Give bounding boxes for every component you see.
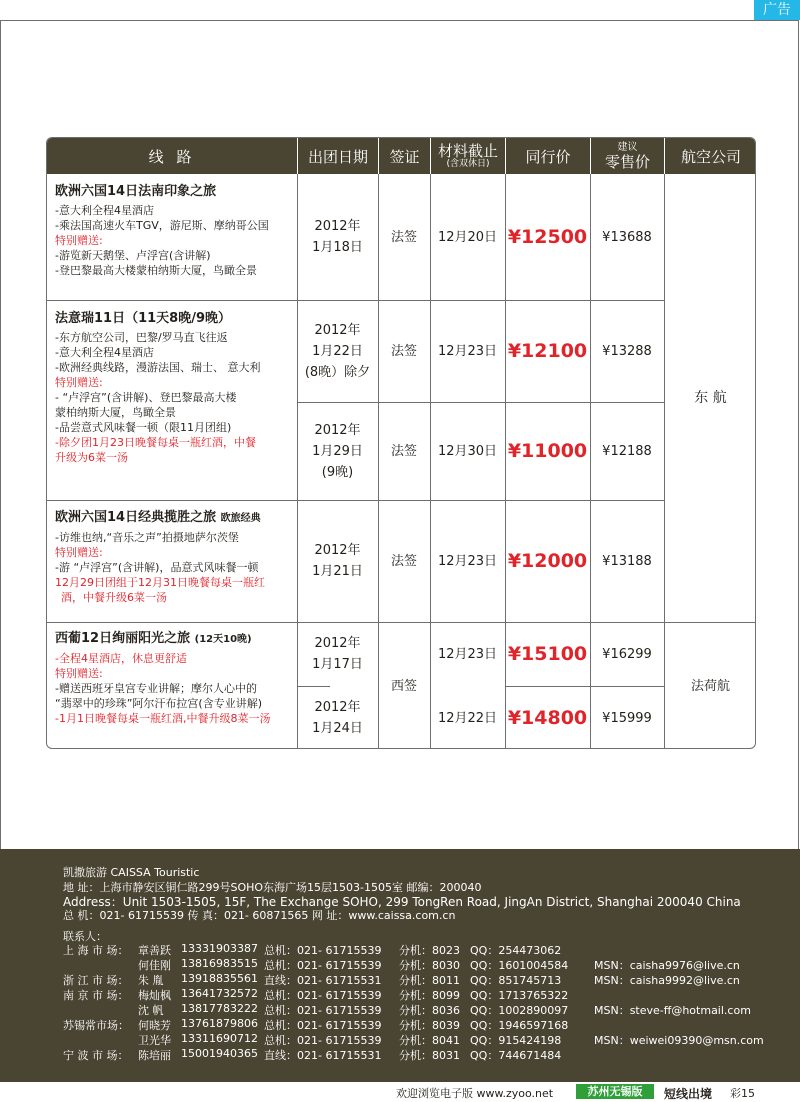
contact-main-line: 直线：021- 61715531 [264, 1049, 382, 1062]
contact-market: 浙 江 市 场： [63, 974, 129, 987]
material-deadline: 12月23日 [437, 646, 498, 662]
header-route: 线 路 [148, 147, 196, 166]
contact-market: 宁 波 市 场： [63, 1049, 129, 1062]
contact-market: 苏锡常市场： [63, 1019, 129, 1032]
header-retail-main: 零售价 [604, 153, 650, 171]
route-line-highlight: 酒，中餐升级6菜一汤 [61, 591, 167, 604]
contact-main-line: 总机：021- 61715539 [264, 1034, 382, 1047]
contact-qq: QQ：744671484 [470, 1049, 562, 1062]
route-line-highlight: 12月29日团组于12月31日晚餐每桌一瓶红 [55, 576, 265, 589]
contact-qq: QQ：1713765322 [470, 989, 569, 1002]
address-cn: 地 址：上海市静安区铜仁路299号SOHO东海广场15层1503-1505室 邮编：200040 [63, 881, 482, 894]
contact-main-line: 总机：021- 61715539 [264, 1019, 382, 1032]
route-line: -东方航空公司，巴黎/罗马直飞往返 [55, 331, 228, 344]
retail-price: ¥13688 [602, 229, 652, 245]
header-peer-price: 同行价 [505, 138, 590, 174]
contact-name: 何佳刚 [138, 959, 171, 972]
departure-date: 2012年 1月18日 [312, 219, 363, 255]
contact-extension: 分机：8023 [399, 944, 460, 957]
contact-name: 梅灿枫 [138, 989, 171, 1002]
route-line-highlight: 特别赠送: [55, 546, 103, 559]
contact-name: 何晓芳 [138, 1019, 171, 1032]
contact-mobile: 13918835561 [181, 972, 258, 985]
route-line-highlight: 升级为6菜一汤 [55, 451, 128, 464]
header-retail-price [590, 138, 664, 174]
page-number: 彩15 [730, 1087, 755, 1100]
contact-name: 朱 胤 [138, 974, 164, 987]
departure-date: 2012年 1月21日 [312, 543, 363, 579]
route-line: -欧洲经典线路，漫游法国、瑞士、 意大利 [55, 361, 261, 374]
header-date: 出团日期 [297, 138, 378, 174]
table-header [47, 138, 756, 174]
route-line: -赠送西班牙皇宫专业讲解；摩尔人心中的 [55, 682, 257, 695]
contact-mobile: 13311690712 [181, 1032, 258, 1045]
phone-line: 总 机：021- 61715539 传 真：021- 60871565 网 址：www.caissa.com.cn [63, 909, 456, 922]
route-line: -游览新天鹅堡、卢浮宫(含讲解) [55, 249, 211, 262]
route-line: -品尝意式风味餐一顿（限11月团组) [55, 421, 232, 434]
contact-extension: 分机：8041 [399, 1034, 460, 1047]
departure-date: 2012年 1月17日 [312, 636, 363, 672]
airline-af-klm: 法荷航 [690, 678, 730, 694]
visa-type: 西签 [390, 678, 417, 694]
contact-qq: QQ：1601004584 [470, 959, 569, 972]
retail-price: ¥13288 [602, 343, 652, 359]
company-name: 凯撒旅游 CAISSA Touristic [63, 866, 200, 879]
material-deadline: 12月23日 [437, 553, 498, 569]
visa-type: 法签 [390, 229, 417, 245]
contact-extension: 分机：8011 [399, 974, 460, 987]
visa-type: 法签 [390, 553, 417, 569]
route-block [55, 181, 293, 278]
route-line: “翡翠中的珍珠”阿尔汗布拉宫(含专业讲解) [55, 697, 262, 710]
contact-msn: MSN：caisha9976@live.cn [594, 959, 740, 972]
peer-price: ¥12500 [507, 225, 588, 248]
route-line: -访维也纳,“音乐之声”拍摄地萨尔茨堡 [55, 531, 239, 544]
route-line: - “卢浮宫”(含讲解)、登巴黎最高大楼 [55, 391, 237, 404]
address-en: Address：Unit 1503-1505, 15F, The Exchange SOHO, 299 TongRen Road, JingAn District, Shanghai 200040 China [63, 895, 741, 909]
route-line: -游 “卢浮宫”(含讲解)，品意式风味餐一顿 [55, 561, 259, 574]
route-line: -乘法国高速火车TGV，游尼斯、摩纳哥公国 [55, 219, 269, 232]
route-title [55, 628, 297, 651]
retail-price: ¥13188 [602, 553, 652, 569]
retail-price: ¥15999 [602, 710, 652, 726]
contact-name: 卫光华 [138, 1034, 171, 1047]
contact-mobile: 15001940365 [181, 1047, 258, 1060]
route-line-highlight: 特别赠送: [55, 234, 103, 247]
peer-price: ¥14800 [507, 706, 588, 729]
route-title [55, 507, 297, 530]
route-title-main: 欧洲六国14日经典揽胜之旅 [55, 510, 217, 525]
contact-mobile: 13331903387 [181, 942, 258, 955]
route-block [55, 628, 297, 726]
route-line-highlight: -1月1日晚餐每桌一瓶红酒,中餐升级8菜一汤 [55, 712, 271, 725]
contact-msn: MSN：caisha9992@live.cn [594, 974, 740, 987]
peer-price: ¥15100 [507, 642, 588, 665]
material-deadline: 12月20日 [437, 229, 498, 245]
contact-main-line: 总机：021- 61715539 [264, 1004, 382, 1017]
retail-price: ¥16299 [602, 646, 652, 662]
route-block [55, 507, 297, 605]
departure-date: 2012年 1月22日 (8晚）除夕 [304, 322, 371, 380]
contact-extension: 分机：8099 [399, 989, 460, 1002]
route-line: -意大利全程4星酒店 [55, 204, 154, 217]
contact-qq: QQ：915424198 [470, 1034, 562, 1047]
visa-type: 法签 [390, 343, 417, 359]
company-footer [0, 849, 800, 1082]
route-line-highlight: 特别赠送: [55, 376, 103, 389]
route-line: 蒙柏纳斯大厦，鸟瞰全景 [55, 406, 176, 419]
material-deadline: 12月23日 [437, 343, 498, 359]
route-line: -登巴黎最高大楼蒙柏纳斯大厦，鸟瞰全景 [55, 264, 257, 277]
contact-main-line: 总机：021- 61715539 [264, 944, 382, 957]
header-deadline-main: 材料截止 [437, 142, 498, 160]
header-airline: 航空公司 [664, 138, 756, 174]
contact-name: 章善跃 [138, 944, 171, 957]
header-deadline-sub: (含双休日) [446, 159, 490, 169]
edition-badge: 苏州无锡版 [576, 1084, 654, 1099]
contact-qq: QQ：254473062 [470, 944, 562, 957]
visa-type: 法签 [390, 443, 417, 459]
header-deadline [430, 138, 505, 174]
tour-price-table [46, 137, 756, 749]
contact-qq: QQ：1002890097 [470, 1004, 569, 1017]
route-line: -意大利全程4星酒店 [55, 346, 154, 359]
contact-extension: 分机：8030 [399, 959, 460, 972]
contact-market: 上 海 市 场： [63, 944, 129, 957]
welcome-link[interactable]: 欢迎浏览电子版 www.zyoo.net [396, 1087, 554, 1100]
contact-qq: QQ：851745713 [470, 974, 562, 987]
peer-price: ¥12100 [507, 339, 588, 362]
contact-msn: MSN：weiwei09390@msn.com [594, 1034, 764, 1047]
contact-mobile: 13816983515 [181, 957, 258, 970]
route-title-main: 西葡12日绚丽阳光之旅 [55, 631, 191, 646]
route-title-tag: 欧旅经典 [220, 513, 261, 524]
route-block [55, 308, 293, 465]
route-title: 法意瑞11日（11天8晚/9晚） [55, 311, 232, 326]
contact-msn: MSN：steve-ff@hotmail.com [594, 1004, 751, 1017]
retail-price: ¥12188 [602, 443, 652, 459]
section-title: 短线出境 [664, 1087, 713, 1101]
route-title-tag: (12天10晚) [194, 634, 252, 645]
contact-main-line: 总机：021- 61715539 [264, 989, 382, 1002]
contact-name: 沈 帆 [138, 1004, 164, 1017]
contact-extension: 分机：8036 [399, 1004, 460, 1017]
peer-price: ¥12000 [507, 549, 588, 572]
departure-date: 2012年 1月24日 [312, 700, 363, 736]
contact-main-line: 直线：021- 61715531 [264, 974, 382, 987]
contact-name: 陈培丽 [138, 1049, 171, 1062]
contacts-label: 联系人： [63, 930, 107, 943]
route-title: 欧洲六国14日法南印象之旅 [55, 184, 217, 199]
header-visa: 签证 [378, 138, 430, 174]
ad-label: 广告 [754, 0, 800, 20]
material-deadline: 12月22日 [437, 710, 498, 726]
route-line-highlight: -全程4星酒店，休息更舒适 [55, 652, 187, 665]
departure-date: 2012年 1月29日 (9晚) [312, 422, 363, 480]
peer-price: ¥11000 [507, 439, 588, 462]
contact-extension: 分机：8039 [399, 1019, 460, 1032]
contact-qq: QQ：1946597168 [470, 1019, 569, 1032]
route-line-highlight: -除夕团1月23日晚餐每桌一瓶红酒，中餐 [55, 436, 256, 449]
airline-china-eastern: 东 航 [694, 389, 727, 406]
contact-mobile: 13817783222 [181, 1002, 258, 1015]
contact-market: 南 京 市 场： [63, 989, 129, 1002]
material-deadline: 12月30日 [437, 443, 498, 459]
route-line-highlight: 特别赠送: [55, 667, 103, 680]
contact-extension: 分机：8031 [399, 1049, 460, 1062]
contact-main-line: 总机：021- 61715539 [264, 959, 382, 972]
contact-mobile: 13641732572 [181, 987, 258, 1000]
contact-mobile: 13761879806 [181, 1017, 258, 1030]
header-retail-sub: 建议 [617, 142, 638, 153]
